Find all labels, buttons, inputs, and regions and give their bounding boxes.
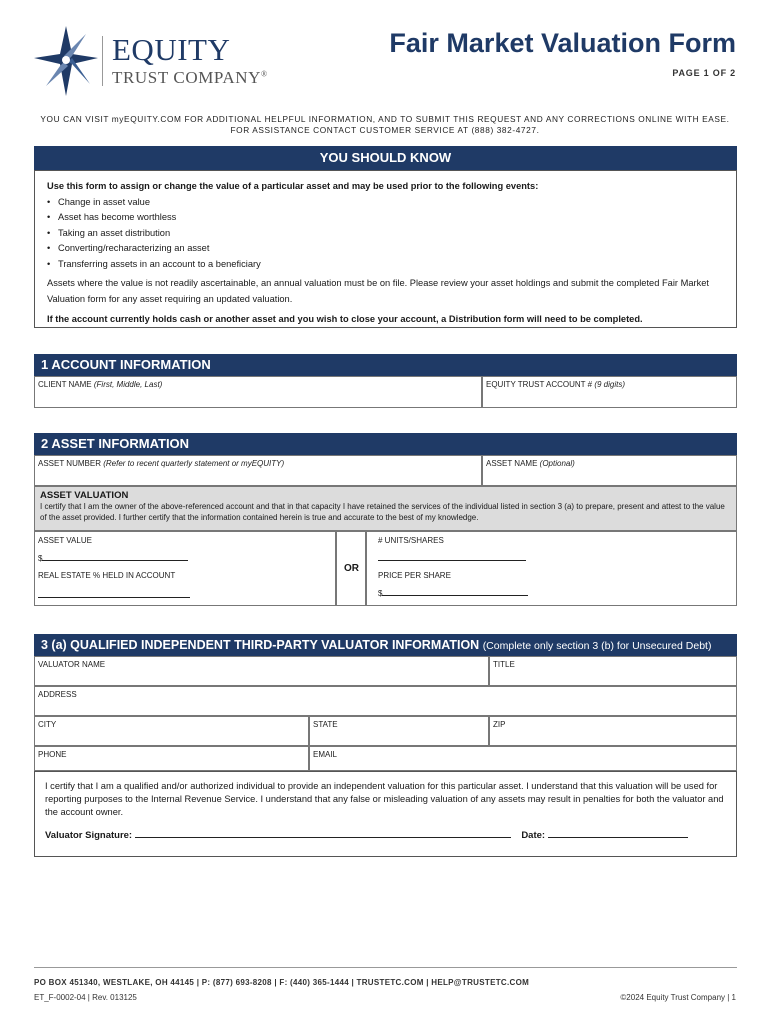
asset-value-input[interactable] [38, 553, 188, 563]
logo-tagline: TRUST COMPANY® [112, 68, 268, 87]
title-field[interactable] [489, 656, 737, 686]
signature-line [45, 829, 726, 842]
valuator-name-label: VALUATOR NAME [38, 660, 106, 669]
asset-number-label: ASSET NUMBER [38, 459, 101, 468]
event-list [47, 195, 724, 273]
footer-divider [34, 967, 737, 968]
account-number-hint: (9 digits) [594, 380, 626, 389]
asset-name-field[interactable] [482, 455, 737, 486]
address-field[interactable] [34, 686, 737, 716]
asset-valuation-text: I certify that I am the owner of the above-referenced account and that in that capacity I have retained the services of the individual listed in section 3 (a) to prepare, present and attest to the value of the asset provided. I further certify that the information contained herein is true and accurate to the best of my knowledge. [40, 502, 725, 522]
real-estate-label: REAL ESTATE % HELD IN ACCOUNT [38, 571, 176, 580]
state-field[interactable] [309, 716, 489, 746]
phone-label: PHONE [38, 750, 67, 759]
address-label: ADDRESS [38, 690, 77, 699]
dollar-sign: $ [38, 554, 43, 563]
asset-number-hint: (Refer to recent quarterly statement or myEQUITY) [103, 459, 285, 468]
list-item: • Asset has become worthless [47, 210, 724, 226]
logo-divider [102, 36, 103, 86]
notice-line-2: FOR ASSISTANCE CONTACT CUSTOMER SERVICE AT (888) 382-4727. [230, 125, 540, 135]
page-indicator: PAGE 1 OF 2 [672, 68, 736, 78]
dollar-sign: $ [378, 589, 383, 598]
list-item: • Transferring assets in an account to a beneficiary [47, 257, 724, 273]
company-logo [32, 24, 282, 98]
footer-contact: PO BOX 451340, WESTLAKE, OH 44145 | P: (877) 693-8208 | F: (440) 365-1444 | TRUSTETC.COM | HELP@TRUSTETC.COM [34, 978, 530, 987]
signature-input[interactable] [135, 830, 511, 838]
form-id: ET_F-0002-04 | Rev. 013125 [34, 993, 137, 1002]
section-3-note: (Complete only section 3 (b) for Unsecured Debt) [482, 640, 712, 652]
date-input[interactable] [548, 830, 688, 838]
you-should-know-box [34, 170, 737, 328]
account-number-label: EQUITY TRUST ACCOUNT # [486, 380, 593, 389]
email-field[interactable] [309, 746, 737, 771]
phone-field[interactable] [34, 746, 309, 771]
title-label: TITLE [493, 660, 515, 669]
list-item: • Taking an asset distribution [47, 226, 724, 242]
client-name-hint: (First, Middle, Last) [93, 380, 163, 389]
notice-line-1: YOU CAN VISIT myEQUITY.COM FOR ADDITIONAL HELPFUL INFORMATION, AND TO SUBMIT THIS REQUEST AND ANY CORRECTIONS ONLINE WITH EASE. [40, 114, 730, 124]
zip-label: ZIP [493, 720, 506, 729]
email-label: EMAIL [313, 750, 338, 759]
certification-text: I certify that I am a qualified and/or authorized individual to provide an independent valuation for this particular asset. I understand that this valuation will be used for reporting purposes to the Internal Revenue Service. I understand that any false or misleading valuation of any assets may result in penalties for both the valuator and the account owner. [45, 781, 724, 817]
asset-value-label: ASSET VALUE [38, 536, 92, 545]
page-title: Fair Market Valuation Form [389, 28, 736, 58]
section-2-heading: 2 ASSET INFORMATION [34, 433, 737, 455]
section-1-heading: 1 ACCOUNT INFORMATION [34, 354, 737, 376]
know-closing: If the account currently holds cash or another asset and you wish to close your account, a Distribution form will need to be completed. [47, 314, 643, 324]
zip-field[interactable] [489, 716, 737, 746]
list-item: • Change in asset value [47, 195, 724, 211]
logo-wordmark: EQUITY [112, 32, 231, 67]
know-lead: Use this form to assign or change the value of a particular asset and may be used prior to the following events: [47, 181, 539, 191]
you-should-know-heading: YOU SHOULD KNOW [34, 146, 737, 170]
client-name-field[interactable] [34, 376, 482, 408]
asset-name-label: ASSET NAME [486, 459, 538, 468]
valuator-name-field[interactable] [34, 656, 489, 686]
date-label: Date: [521, 830, 546, 841]
list-item: • Converting/recharacterizing an asset [47, 241, 724, 257]
city-label: CITY [38, 720, 57, 729]
asset-valuation-box [34, 486, 737, 531]
asset-name-hint: (Optional) [539, 459, 575, 468]
account-number-field[interactable] [482, 376, 737, 408]
or-label: OR [344, 563, 359, 574]
price-label: PRICE PER SHARE [378, 571, 451, 580]
client-name-label: CLIENT NAME [38, 380, 92, 389]
star-logo-icon [32, 24, 100, 98]
copyright: ©2024 Equity Trust Company | 1 [620, 993, 736, 1002]
know-paragraph: Assets where the value is not readily ascertainable, an annual valuation must be on file. Please review your asset holdings and submit the completed Fair Market Valuation form for any asset requiring an updated valuation. [47, 278, 709, 304]
city-field[interactable] [34, 716, 309, 746]
units-input[interactable] [378, 553, 526, 563]
section-3-title: 3 (a) QUALIFIED INDEPENDENT THIRD-PARTY VALUATOR INFORMATION [41, 638, 480, 652]
asset-valuation-title: ASSET VALUATION [40, 490, 129, 501]
state-label: STATE [313, 720, 338, 729]
signature-label: Valuator Signature: [45, 830, 133, 841]
section-3-heading [34, 634, 737, 656]
real-estate-input[interactable] [38, 590, 190, 600]
valuator-certification-box [34, 771, 737, 857]
price-input[interactable] [378, 588, 528, 598]
asset-number-field[interactable] [34, 455, 482, 486]
units-label: # UNITS/SHARES [378, 536, 444, 545]
